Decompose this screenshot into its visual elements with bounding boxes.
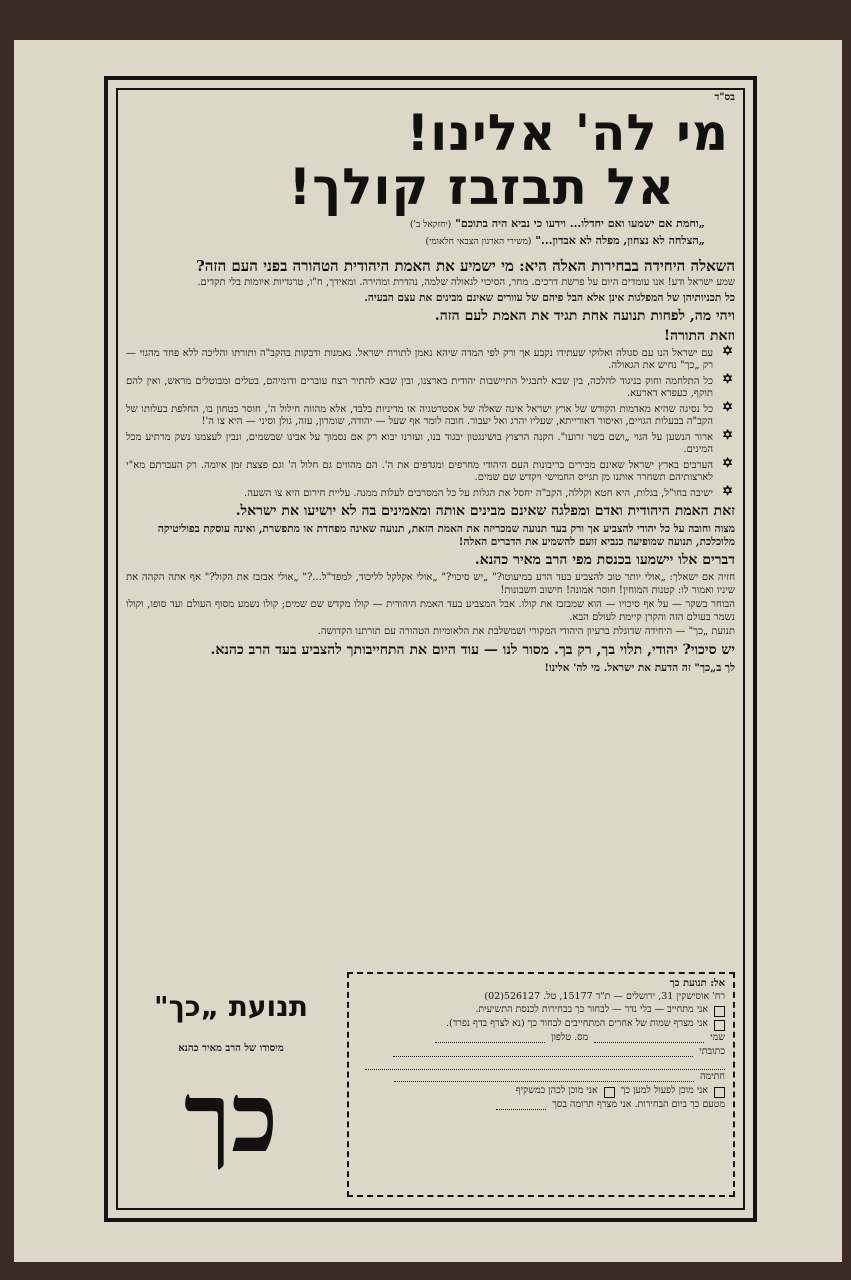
- movement-brand: [126, 972, 336, 1197]
- list-item: [126, 399, 735, 429]
- truth-statement: זאת האמת היהודית ואדם ומפלגה שאינם מבינים אותה ומאמינים בה לא יושיעו את ישראל.: [235, 503, 735, 519]
- pledge-label: אני מתחייב — בלי נדר — לבחור כך בבחירות לכנסת התשיעית.: [475, 1004, 708, 1015]
- star-icon: ✡: [722, 483, 733, 499]
- paragraph-questions: חזיה אם ישאלך: „אולי יותר טוב להצביע בעד הרע במיעוטו?" „יש סיכוי?" „אולי אקלקל לליכוד, למפד"ל...?" „אולי אבזבז את הקול?" אף אתה הקהה את שיניו ואמור לו: קטנות המוחין! חוסר אמונה! חישוב חשבונות!: [126, 572, 735, 596]
- paragraph-crossroads: שמע ישראל ודע! אנו עומדים היום על פרשת דרכים. מחר, הסיכוי לגאולה שלמה, נהדרת ומהירה. ומאידך, ח"ו, טרגדיות איומות בלי תקדים.: [197, 277, 735, 288]
- kach-logo: כך: [183, 1061, 279, 1174]
- quote-2-text: „הצלחה לא נצחון, מפלה לא אבדון...": [535, 234, 705, 247]
- coupon-recipient: אל: תנועת כך: [669, 978, 725, 989]
- quote-line-2: [126, 234, 705, 249]
- headline-secondary: אל תבזבז קולך!: [288, 158, 675, 216]
- signature-label: חתימה: [699, 1071, 725, 1082]
- name-phone-row: [357, 1032, 725, 1045]
- principle-text: כל נסיגה שהיא מאדמות הקודש של ארץ ישראל אינה שאלה של אסטרטגיה או מדיניות בלבד, אלא מהווה חילול ה', חוסר בטחון בו, החלפת בעלותו של הקב"ה בבעלות הגויים, ואיסור דאורייתא, שעליו יהרג ואל יעבור. חובה לומר אף שעל — יהודה, שומרון, עזה, גולן וסיני — היא צו ה'!: [126, 403, 713, 427]
- address-row: [357, 1046, 725, 1059]
- volunteer-checkbox[interactable]: [714, 1087, 725, 1098]
- signature-field[interactable]: [394, 1071, 694, 1082]
- principle-text: ישיבה בחו"ל, בגלות, היא חטא וקללה, הקב"ה יחסל את הגלות על כל המסרבים לעלות ממנה. עליית חירום היא צו השעה.: [244, 487, 713, 499]
- paragraph-movement: תנועת „כך" — היחידה שדוגלת ברעיון היהודי המקורי ושמשלבת את הלאומיות הטהורה עם תורתנו הקדושה.: [317, 626, 735, 637]
- star-icon: ✡: [722, 343, 733, 359]
- address-field[interactable]: [393, 1046, 693, 1057]
- principle-text: ארור הנשען על הגוי „ושם בשר זרועו". הקנה הרצוץ בושינגטון יבגוד בנו, ועזרנו יבוא רק אם נסמוך על אבינו שבשמים, ונבין לעצמנו נשק מרתיע מכל המינים.: [126, 431, 713, 455]
- address-label: כתובתי: [699, 1045, 725, 1057]
- chance-statement: יש סיכוי? יהודי, תלוי בך, רק בך. מסור לנו — עוד היום את התחייבותך להצביע בעד הרב כהנא.: [210, 641, 735, 658]
- donation-field[interactable]: [496, 1099, 546, 1110]
- movement-founder: מיסודו של הרב מאיר כהנא: [178, 1043, 284, 1054]
- bsd-mark: בס"ד: [714, 92, 735, 103]
- principle-text: הערבים בארץ ישראל שאינם מכירים בריבונות העם היהודי מחרפים ומגדפים את ה'. הם מהווים גם חלול ה' וגם פצצת זמן איומה. רק העברתם מא"י לארצותיהם תשחרר אותנו מן תגייס החמישי ויקדש שם שמים.: [126, 459, 713, 483]
- quote-1-source: (יחזקאל ב'): [409, 220, 452, 230]
- duty-paragraph: מצוה וחובה על כל יהודי להצביע אך ורק בעד תנועה שמכריזה את האמת הזאת, תנועה שאינה מפחדת או מתפשרת, ואינה עוסקת בפוליטיקה מלוכלכת, תנועה שמופיעה כנביא זועם להשמיע את הדברים האלה!: [157, 523, 735, 548]
- volunteer-row: [357, 1085, 725, 1098]
- star-icon: ✡: [722, 455, 733, 471]
- list-item: [126, 343, 735, 373]
- list-item: [126, 427, 735, 457]
- poster-content: [126, 92, 735, 1204]
- movement-name: תנועת „כך": [154, 990, 308, 1023]
- principles-list: [126, 343, 735, 501]
- quote-line-1: [126, 217, 705, 232]
- list-item: [126, 371, 735, 401]
- paragraph-vote-truth: הבוחר בשקר — על אף סיכויו — הוא שמבזבז את קולו. אבל המצביע בעד האמת היהודית — קולו מקדש שם שמים; קולו נשמע מסוף העולם ועד סופו, וקולו נשמר בעולם הזה והקרן קיימת לעולם הבא.: [126, 599, 735, 623]
- closing-line: לך ב„כך" זה הדעת את ישראל. מי לה' אלינו!: [544, 661, 735, 674]
- volunteer-label: אני מוכן לפעול למען כך: [620, 1084, 708, 1096]
- list-item: [126, 455, 735, 485]
- name-field[interactable]: [594, 1032, 704, 1043]
- principle-text: עם ישראל הנו עם סגולה ואלוקי שעתידו נקבע אך ורק לפי המדה שיהא נאמן לתורת ישראל. נאמנות ודבקות בהקב"ה ותורתו והליכה ללא פחד מהגוי — רק „כך" נחיש את הגאולה.: [126, 347, 713, 371]
- donation-label: מטעם כך ביום הבחירות. אני מצרף תרומה בסך: [552, 1098, 725, 1110]
- blank-row: [357, 1059, 725, 1070]
- pledge-checkbox[interactable]: [714, 1006, 725, 1017]
- paragraph-one-movement: ויהי מה, לפחות תנועה אחת תגיד את האמת לעם הזה.: [434, 307, 735, 324]
- knesset-words: דברים אלו יישמעו בכנסת מפי הרב מאיר כהנא.: [474, 552, 735, 568]
- pledge-coupon: [347, 972, 735, 1197]
- star-icon: ✡: [722, 427, 733, 443]
- phone-field[interactable]: [435, 1032, 545, 1043]
- observer-checkbox[interactable]: [604, 1087, 615, 1098]
- list-item: [126, 483, 735, 501]
- address-field-2[interactable]: [365, 1059, 725, 1070]
- headline-primary: מי לה' אלינו!: [406, 104, 729, 162]
- star-icon: ✡: [722, 399, 733, 415]
- others-checkbox[interactable]: [714, 1020, 725, 1031]
- lead-question: השאלה היחידה בבחירות האלה היא: מי ישמיע את האמת היהודית הטהורה בפני העם הזה?: [195, 257, 735, 275]
- donation-row: [357, 1099, 725, 1112]
- torah-heading: וזאת התורה!: [663, 327, 735, 344]
- bottom-section: [126, 972, 735, 1204]
- name-label: שמי: [710, 1032, 725, 1043]
- quote-1-text: „וחמת אם ישמעו ואם יחדלו... וידעו כי נביא היה בתוכם": [455, 217, 705, 230]
- star-icon: ✡: [722, 371, 733, 387]
- paragraph-parties: כל תכניותיהן של המפלגות אינן אלא הבל פיהם של עוורים שאינם מבינים את עצם הבעיה.: [364, 291, 735, 304]
- principle-text: כל התלחמה וחוק בניגוד להלכה, בין שבא לתבגיל התיישבות יהודית בארצנו, ובין שבא להתיר רצח עוברים ודומיהם, בטלים ומבוטלים מראש, ואין להם תוקף, כעפרא דארעא.: [126, 375, 713, 399]
- quote-2-source: (משירי הארגון הצבאי חלאומי): [425, 237, 532, 247]
- option-others: [357, 1018, 725, 1031]
- observer-label: אני מוכן לכהן כמשקיף: [515, 1084, 598, 1096]
- coupon-address: רח' אוסישקין 31, ירושלים — ת"ד 15177, טל. 526127(02): [484, 990, 725, 1002]
- signature-row: [357, 1071, 725, 1084]
- phone-label: מס. טלפון: [551, 1032, 589, 1043]
- option-pledge: [357, 1004, 725, 1017]
- others-label: אני מצרף שמות של אחרים המתחייבים לבחור כך (נא לצרף בדף נפרד).: [445, 1018, 708, 1029]
